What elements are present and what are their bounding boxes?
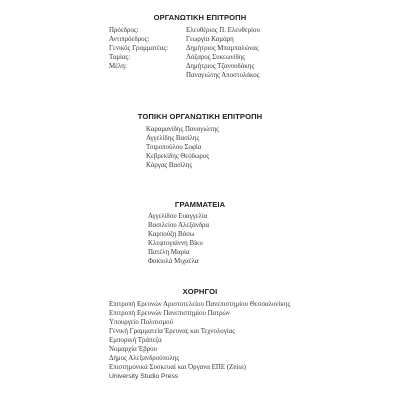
member-name: Δημήτριος Μπαμπαλώνας [186, 45, 259, 52]
member-name: Δημήτριος Τζανουδάκης [186, 63, 255, 70]
secretariat-member: Αγγελίδου Ευαγγελία [148, 213, 208, 220]
secretariat-member: Καρπούζη Βάσω [148, 231, 195, 238]
local-member: Κάργας Βασίλης [146, 162, 193, 169]
secretariat-member: Κλεφτογιάννη Βίκυ [148, 240, 203, 247]
local-member: Αγγελίδης Βασίλης [146, 135, 200, 142]
sponsor-item: Νομαρχία Έβρου [109, 346, 157, 353]
role-label: Αντιπρόεδρος: [109, 36, 150, 43]
sponsors-heading: ΧΟΡΗΓΟΙ [182, 287, 218, 296]
secretariat-heading: ΓΡΑΜΜΑΤΕΙΑ [174, 200, 226, 209]
sponsor-item: Γενική Γραμματεία Έρευνας και Τεχνολογίας [109, 328, 235, 335]
role-label: Ταμίας: [109, 54, 131, 61]
secretariat-member: Πατέλη Μαρία [148, 249, 190, 256]
sponsor-item: Επιτροπή Ερευνών Αριστοτελείου Πανεπιστημίου Θεσσαλονίκης [109, 301, 291, 308]
sponsor-item: Δήμος Αλεξανδρούπολης [109, 355, 180, 362]
sponsor-item: University Studio Press [109, 373, 179, 380]
local-member: Τσιροπούλου Σοφία [146, 144, 202, 151]
role-label: Μέλη: [109, 63, 127, 70]
secretariat-member: Βασιλείου Αλεξάνδρα [148, 222, 210, 229]
role-label: Γενικός Γραμματέας: [109, 45, 169, 52]
role-label: Πρόεδρος: [109, 27, 139, 34]
member-name: Γεωργία Καμάρη [186, 36, 234, 43]
member-name: Παναγιώτης Αποστολάκος [186, 72, 260, 79]
sponsor-item: Υπουργείο Πολιτισμού [109, 319, 174, 326]
local-member: Καραμανίδης Παναγιώτης [146, 126, 219, 133]
local-member: Κεβρεκίδης Θεόδωρος [146, 153, 210, 160]
organizing-committee-heading: ΟΡΓΑΝΩΤΙΚΗ ΕΠΙΤΡΟΠΗ [153, 13, 247, 22]
sponsor-item: Επιτροπή Ερευνών Πανεπιστημίου Πατρών [109, 310, 231, 317]
sponsor-item: Επιστημονικά Συσκευαί και Όργανα ΕΠΕ (Zeiss) [109, 364, 246, 371]
local-committee-heading: ΤΟΠΙΚΗ ΟΡΓΑΝΩΤΙΚΗ ΕΠΙΤΡΟΠΗ [137, 112, 263, 121]
member-name: Λάζαρος Συκεωνίδης [186, 54, 246, 61]
secretariat-member: Φακιολά Μιχαέλα [148, 258, 199, 265]
sponsor-item: Εμπορική Τράπεζα [109, 337, 162, 344]
member-name: Ελευθέριος Π. Ελευθερίου [186, 27, 260, 34]
